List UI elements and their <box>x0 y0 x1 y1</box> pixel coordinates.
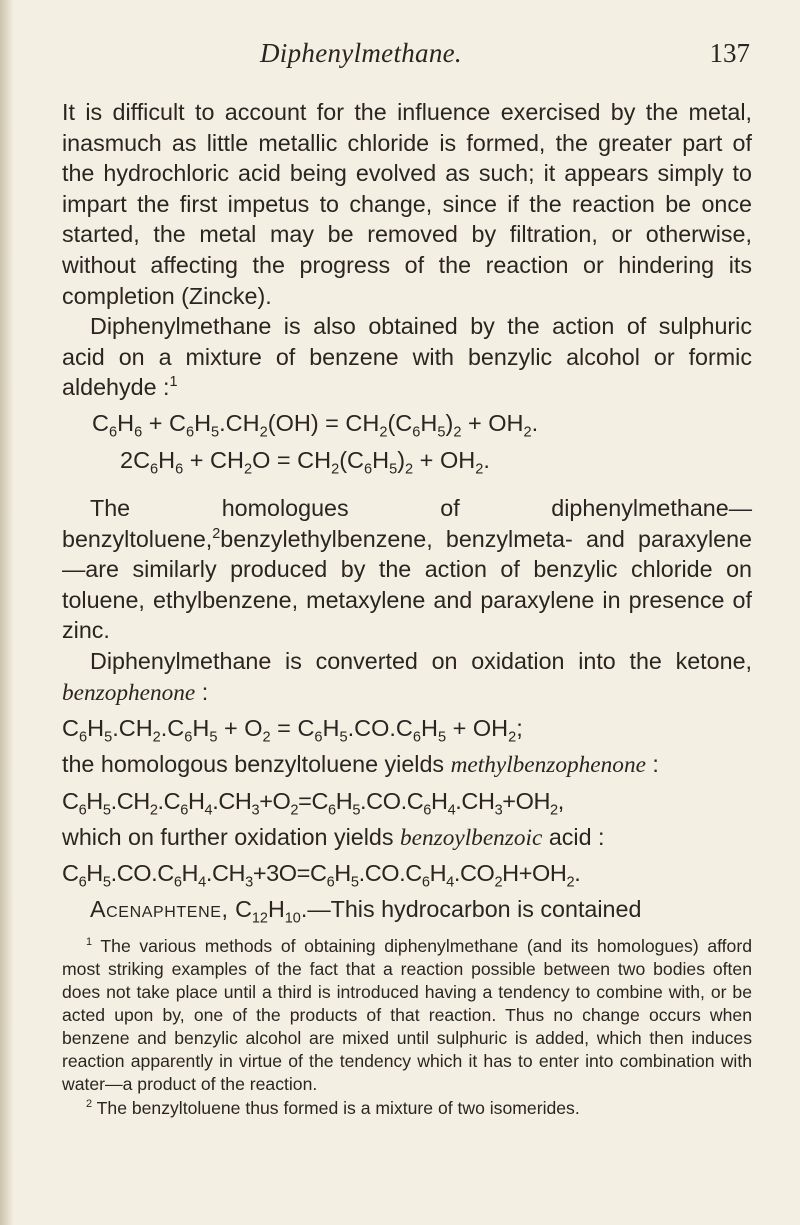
paragraph: which on further oxidation yields benzoylbenzoic acid : <box>62 823 605 851</box>
term-benzophenone: benzophenone <box>62 679 196 706</box>
chemical-equation: $C_6H_5.CH_2.C_6H_5 + O_2 = C_6H_5.CO.C_6H_5 + OH_2$; <box>62 715 523 746</box>
chemical-equation: $C_6H_6 + C_6H_5.CH_2(OH) = CH_2(C_6H_5)_2 + OH_2$. <box>92 409 539 441</box>
page-number: 137 <box>709 38 750 68</box>
chemical-equation: $C_6H_5.CO.C_6H_4.CH_3+3O=C_6H_5.CO.C_6H_4.CO_2H+OH_2$. <box>62 860 581 891</box>
footnote-reference: 1 <box>169 374 178 391</box>
footnotes <box>62 935 752 1120</box>
chemical-equation: $2C_6H_6 + CH_2O = CH_2(C_6H_5)_2 + OH_2$. <box>120 446 490 478</box>
footnote-marker: 1 <box>86 936 93 949</box>
page-body <box>62 97 752 1120</box>
page-gutter-shadow <box>0 0 14 1225</box>
paragraph: It is difficult to account for the influence exercised by the metal, inasmuch as little metallic chloride is formed, the greater part of the hydrochloric acid being evolved as such; it appears simply to impart the first impetus to change, since if the reaction be once started, the metal may be removed by filtration, or otherwise, without affecting the progress of the reaction or hindering its completion (Zincke). <box>62 99 752 309</box>
running-title: Diphenylmethane. <box>260 38 462 68</box>
page-header <box>260 38 750 78</box>
term-benzoylbenzoic: benzoylbenzoic <box>400 824 543 851</box>
footnote-reference: 2 <box>212 525 221 542</box>
footnote: $^2$ The benzyltoluene thus formed is a mixture of two isomerides. <box>86 1097 580 1118</box>
paragraph: Acenaphtene, $C_{12}H_{10}.—This$ hydrocarbon is contained <box>90 896 642 927</box>
footnote-marker: 2 <box>86 1097 93 1110</box>
paragraph: Diphenylmethane is also obtained by the action of sulphuric acid on a mixture of benzene with benzylic alcohol or formic aldehyde :$^1$ <box>62 313 752 401</box>
section-heading: Acenaphtene, <box>90 896 229 923</box>
chemical-equation: $C_6H_5.CH_2.C_6H_4.CH_3+O_2=C_6H_5.CO.C_6H_4.CH_3+OH_2$, <box>62 787 564 819</box>
paragraph: Diphenylmethane is converted on oxidation into the ketone, benzophenone : <box>62 647 752 706</box>
footnote: $^1$ The various methods of obtaining diphenylmethane (and its homologues) afford most striking examples of the fact that a reaction possible between two bodies often does not take place until a third is introduced having a tendency to combine with, or be acted upon by, one of the products of that reaction. Thus no change occurs when benzene and benzylic alcohol are mixed until sulphuric is added, which then induces reaction apparently in virtue of the tendency which it has to enter into combination with water—a product of the reaction. <box>62 935 752 1095</box>
paragraph: The homologues of diphenylmethane—benzyltoluene,$^2$benzylethylbenzene, benzylmeta- and paraxylene—are similarly produced by the action of benzylic chloride on toluene, ethylbenzene, metaxylene and paraxylene in presence of zinc. <box>62 494 752 644</box>
paragraph: the homologous benzyltoluene yields methylbenzophenone : <box>62 751 659 779</box>
term-methylbenzophenone: methylbenzophenone <box>450 752 646 779</box>
